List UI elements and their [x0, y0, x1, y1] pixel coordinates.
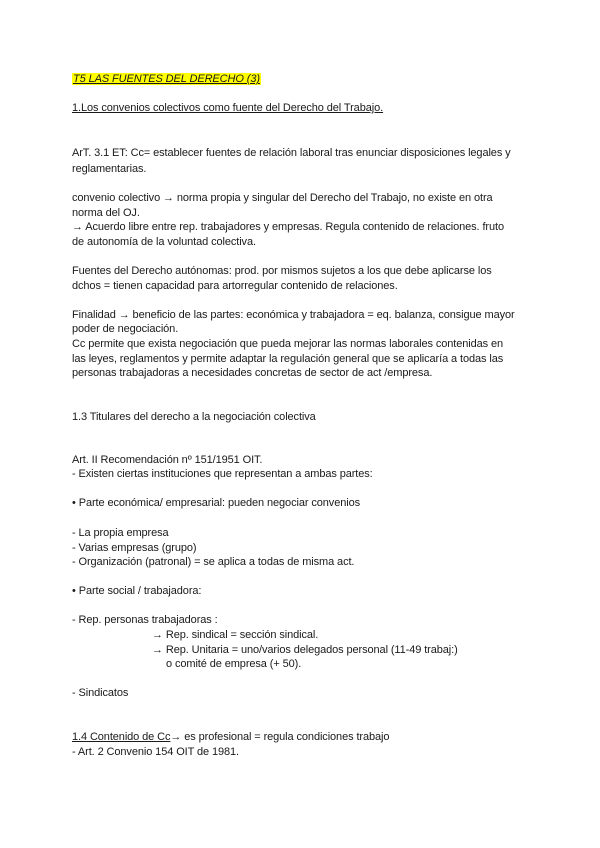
list-item-workers-rep: - Rep. personas trabajadoras :: [72, 614, 218, 626]
section-1-heading: 1.Los convenios colectivos como fuente del Derecho del Trabajo.: [72, 102, 384, 114]
list-item-unions: - Sindicatos: [72, 687, 129, 699]
list-item-several-companies: - Varias empresas (grupo): [72, 542, 197, 554]
paragraph-2-line-1: convenio colectivo → norma propia y singular del Derecho del Trabajo, no existe en otra: [72, 192, 493, 204]
paragraph-2-line-2: norma del OJ.: [72, 207, 140, 219]
paragraph-2-line-4: de autonomía de la voluntad colectiva.: [72, 236, 256, 248]
paragraph-4-line-1: Finalidad → beneficio de las partes: económica y trabajadora = eq. balanza, consigue mayor: [72, 309, 515, 321]
paragraph-3-line-1: Fuentes del Derecho autónomas: prod. por mismos sujetos a los que debe aplicarse los: [72, 265, 492, 277]
list-item-organization: - Organización (patronal) = se aplica a todas de misma act.: [72, 556, 355, 568]
document-title: T5 LAS FUENTES DEL DERECHO (3): [73, 73, 260, 85]
section-1-4-heading-rest: → es profesional = regula condiciones trabajo: [170, 731, 390, 743]
section-1-4-heading: 1.4 Contenido de Cc: [72, 731, 171, 743]
document-title-line: [72, 72, 261, 86]
sub-item-works-council: o comité de empresa (+ 50).: [166, 658, 302, 670]
paragraph-1-line-2: reglamentarias.: [72, 163, 147, 175]
sub-item-union-rep: → Rep. sindical = sección sindical.: [152, 629, 319, 641]
sub-item-unitary-rep: → Rep. Unitaria = uno/varios delegados personal (11-49 trabaj:): [152, 644, 458, 656]
paragraph-3-line-2: dchos = tienen capacidad para artorregular contenido de relaciones.: [72, 280, 398, 292]
list-item-own-company: - La propia empresa: [72, 527, 169, 539]
paragraph-1-line-1: ArT. 3.1 ET: Cc= establecer fuentes de relación laboral tras enunciar disposiciones legales y: [72, 147, 511, 159]
bullet-social-party: • Parte social / trabajadora:: [72, 585, 202, 597]
paragraph-4-line-3: Cc permite que exista negociación que pueda mejorar las normas laborales contenidas en: [72, 338, 504, 350]
paragraph-2-line-3: → Acuerdo libre entre rep. trabajadores y empresas. Regula contenido de relaciones. fruto: [72, 221, 504, 233]
section-1-3-heading: 1.3 Titulares del derecho a la negociación colectiva: [72, 411, 316, 423]
bullet-economic-party: • Parte económica/ empresarial: pueden negociar convenios: [72, 497, 360, 509]
paragraph-5-line-1: Art. II Recomendación nº 151/1951 OIT.: [72, 454, 263, 466]
section-1-4-heading-line: [72, 730, 389, 744]
paragraph-5-line-2: - Existen ciertas instituciones que representan a ambas partes:: [72, 468, 373, 480]
paragraph-4-line-5: personas trabajadoras a necesidades concretas de sector de act /empresa.: [72, 367, 433, 379]
section-1-4-line-2: - Art. 2 Convenio 154 OIT de 1981.: [72, 746, 240, 758]
paragraph-4-line-2: poder de negociación.: [72, 323, 179, 335]
paragraph-4-line-4: las leyes, reglamentos y permite adaptar la regulación general que se aplicaría a todas las: [72, 353, 504, 365]
